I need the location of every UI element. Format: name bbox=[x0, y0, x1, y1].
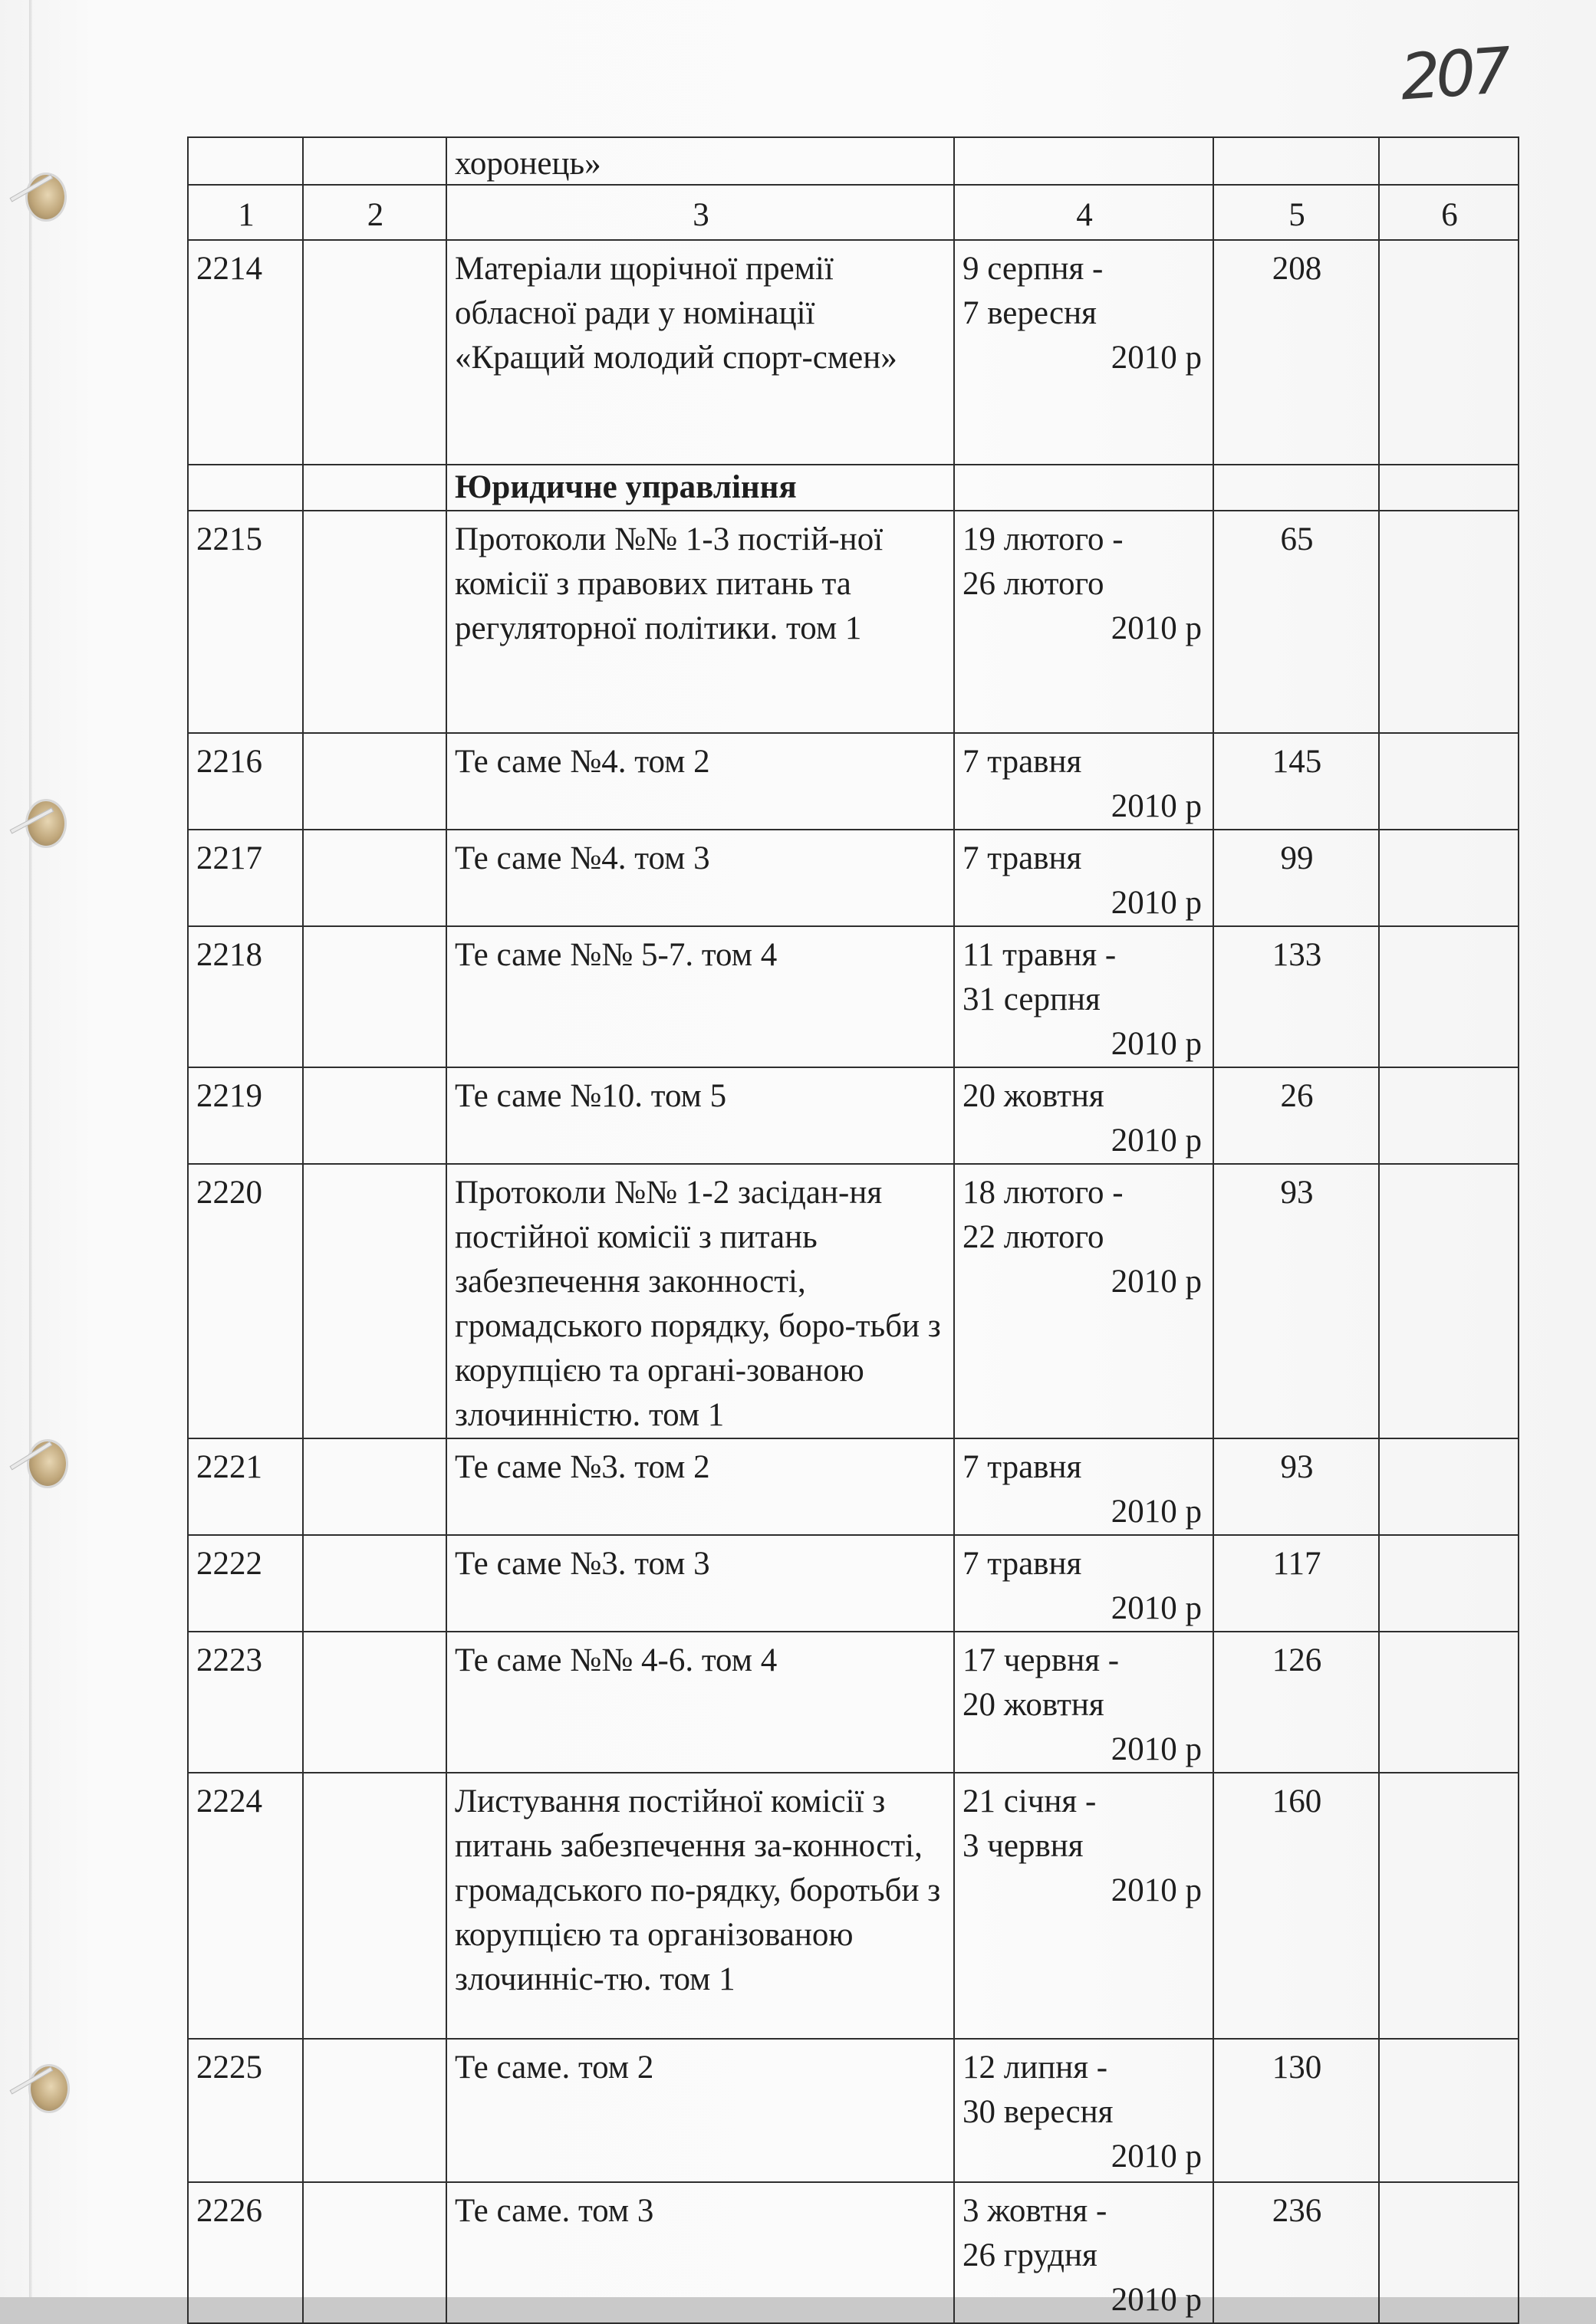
empty-cell bbox=[303, 1438, 446, 1535]
empty-cell bbox=[303, 511, 446, 733]
empty-cell bbox=[1213, 465, 1379, 511]
section-heading-row bbox=[188, 465, 1519, 511]
record-number: 2219 bbox=[188, 1067, 303, 1164]
empty-cell bbox=[303, 926, 446, 1067]
notes-cell bbox=[1379, 926, 1519, 1067]
record-title: Те саме №№ 5-7. том 4 bbox=[446, 926, 954, 1067]
sheet-count: 99 bbox=[1213, 830, 1379, 926]
date-year: 2010 р bbox=[1111, 788, 1202, 824]
record-dates bbox=[954, 240, 1213, 465]
date-start: 9 серпня - bbox=[963, 251, 1104, 287]
date-start: 7 травня bbox=[963, 744, 1082, 780]
section-heading: Юридичне управління bbox=[446, 465, 954, 511]
date-start: 7 травня bbox=[963, 1546, 1082, 1582]
date-start: 3 жовтня - bbox=[963, 2193, 1107, 2229]
record-number: 2214 bbox=[188, 240, 303, 465]
table-row bbox=[188, 1164, 1519, 1438]
record-number: 2215 bbox=[188, 511, 303, 733]
sheet-count: 133 bbox=[1213, 926, 1379, 1067]
sheet-count: 126 bbox=[1213, 1632, 1379, 1773]
notes-cell bbox=[1379, 2182, 1519, 2323]
column-number: 2 bbox=[303, 185, 446, 240]
empty-cell bbox=[188, 465, 303, 511]
sheet-count: 65 bbox=[1213, 511, 1379, 733]
record-title: Протоколи №№ 1-3 постій-ної комісії з правових питань та регуляторної політики. том 1 bbox=[446, 511, 954, 733]
table-row bbox=[188, 733, 1519, 830]
table-row bbox=[188, 1438, 1519, 1535]
notes-cell bbox=[1379, 1773, 1519, 2039]
empty-cell bbox=[303, 1632, 446, 1773]
empty-cell bbox=[303, 1773, 446, 2039]
continuation-text: хоронець» bbox=[446, 137, 954, 185]
table-row bbox=[188, 1773, 1519, 2039]
notes-cell bbox=[1379, 1438, 1519, 1535]
sheet-count: 236 bbox=[1213, 2182, 1379, 2323]
record-title: Те саме. том 3 bbox=[446, 2182, 954, 2323]
sheet-count: 208 bbox=[1213, 240, 1379, 465]
table-row bbox=[188, 1067, 1519, 1164]
column-number: 5 bbox=[1213, 185, 1379, 240]
table-row bbox=[188, 1535, 1519, 1632]
record-number: 2226 bbox=[188, 2182, 303, 2323]
column-number: 4 bbox=[954, 185, 1213, 240]
table-row bbox=[188, 511, 1519, 733]
binding-hole bbox=[28, 801, 64, 846]
empty-cell bbox=[1379, 465, 1519, 511]
empty-cell bbox=[303, 1164, 446, 1438]
date-start: 21 січня - bbox=[963, 1783, 1097, 1819]
record-title: Те саме №3. том 3 bbox=[446, 1535, 954, 1632]
record-title: Те саме №4. том 3 bbox=[446, 830, 954, 926]
date-year: 2010 р bbox=[1111, 885, 1202, 921]
binding-edge bbox=[29, 0, 32, 2297]
date-end: 22 лютого bbox=[963, 1219, 1104, 1255]
date-year: 2010 р bbox=[1111, 1026, 1202, 1062]
empty-cell bbox=[303, 1067, 446, 1164]
record-dates bbox=[954, 1632, 1213, 1773]
date-end: 26 лютого bbox=[963, 566, 1104, 602]
record-dates bbox=[954, 733, 1213, 830]
record-dates bbox=[954, 1164, 1213, 1438]
record-title: Те саме №4. том 2 bbox=[446, 733, 954, 830]
date-year: 2010 р bbox=[1111, 2138, 1202, 2174]
empty-cell bbox=[303, 465, 446, 511]
record-dates bbox=[954, 1773, 1213, 2039]
record-title: Матеріали щорічної премії обласної ради у номінації «Кращий молодий спорт-смен» bbox=[446, 240, 954, 465]
date-start: 12 липня - bbox=[963, 2050, 1108, 2086]
date-year: 2010 р bbox=[1111, 340, 1202, 376]
date-year: 2010 р bbox=[1111, 1731, 1202, 1767]
empty-cell bbox=[303, 2039, 446, 2182]
notes-cell bbox=[1379, 1632, 1519, 1773]
record-number: 2225 bbox=[188, 2039, 303, 2182]
binding-hole bbox=[29, 1441, 66, 1486]
date-end: 7 вересня bbox=[963, 295, 1097, 331]
record-dates bbox=[954, 926, 1213, 1067]
record-number: 2217 bbox=[188, 830, 303, 926]
date-end: 3 червня bbox=[963, 1828, 1084, 1864]
sheet-count: 117 bbox=[1213, 1535, 1379, 1632]
record-number: 2220 bbox=[188, 1164, 303, 1438]
record-dates bbox=[954, 1067, 1213, 1164]
date-year: 2010 р bbox=[1111, 2282, 1202, 2318]
empty-cell bbox=[954, 465, 1213, 511]
record-dates bbox=[954, 1438, 1213, 1535]
record-number: 2223 bbox=[188, 1632, 303, 1773]
record-title: Те саме №3. том 2 bbox=[446, 1438, 954, 1535]
date-start: 7 травня bbox=[963, 840, 1082, 876]
record-dates bbox=[954, 2039, 1213, 2182]
record-dates bbox=[954, 2182, 1213, 2323]
empty-cell bbox=[303, 733, 446, 830]
date-end: 31 серпня bbox=[963, 981, 1101, 1017]
date-start: 11 травня - bbox=[963, 937, 1117, 973]
empty-cell bbox=[303, 1535, 446, 1632]
notes-cell bbox=[1379, 733, 1519, 830]
date-start: 19 лютого - bbox=[963, 521, 1124, 557]
continuation-row bbox=[188, 137, 1519, 185]
notes-cell bbox=[1379, 830, 1519, 926]
empty-cell bbox=[303, 240, 446, 465]
notes-cell bbox=[1379, 1164, 1519, 1438]
notes-cell bbox=[1379, 2039, 1519, 2182]
date-year: 2010 р bbox=[1111, 1123, 1202, 1159]
record-dates bbox=[954, 1535, 1213, 1632]
column-number: 1 bbox=[188, 185, 303, 240]
date-end: 26 грудня bbox=[963, 2237, 1097, 2273]
record-title: Листування постійної комісії з питань забезпечення за-конності, громадського по-рядку, боротьби з корупцією та організованою злочинніс-тю. том 1 bbox=[446, 1773, 954, 2039]
date-year: 2010 р bbox=[1111, 610, 1202, 646]
record-title: Те саме №№ 4-6. том 4 bbox=[446, 1632, 954, 1773]
binding-hole bbox=[31, 2066, 67, 2111]
table-row bbox=[188, 240, 1519, 465]
date-start: 20 жовтня bbox=[963, 1078, 1104, 1114]
date-year: 2010 р bbox=[1111, 1494, 1202, 1530]
sheet-count: 93 bbox=[1213, 1438, 1379, 1535]
table-row bbox=[188, 2182, 1519, 2323]
date-year: 2010 р bbox=[1111, 1872, 1202, 1908]
record-title: Те саме. том 2 bbox=[446, 2039, 954, 2182]
record-number: 2224 bbox=[188, 1773, 303, 2039]
date-start: 17 червня - bbox=[963, 1642, 1120, 1678]
table-row bbox=[188, 2039, 1519, 2182]
sheet-count: 145 bbox=[1213, 733, 1379, 830]
column-number-row bbox=[188, 185, 1519, 240]
date-end: 30 вересня bbox=[963, 2094, 1114, 2130]
date-year: 2010 р bbox=[1111, 1264, 1202, 1300]
notes-cell bbox=[1379, 1067, 1519, 1164]
folio-number: 207 bbox=[1397, 35, 1509, 115]
record-number: 2216 bbox=[188, 733, 303, 830]
date-start: 18 лютого - bbox=[963, 1175, 1124, 1211]
sheet-count: 26 bbox=[1213, 1067, 1379, 1164]
sheet-count: 93 bbox=[1213, 1164, 1379, 1438]
column-number: 6 bbox=[1379, 185, 1519, 240]
record-title: Те саме №10. том 5 bbox=[446, 1067, 954, 1164]
inventory-table bbox=[187, 136, 1519, 2324]
sheet-count: 160 bbox=[1213, 1773, 1379, 2039]
date-end: 20 жовтня bbox=[963, 1687, 1104, 1723]
column-number: 3 bbox=[446, 185, 954, 240]
table-row bbox=[188, 926, 1519, 1067]
notes-cell bbox=[1379, 240, 1519, 465]
date-start: 7 травня bbox=[963, 1449, 1082, 1485]
record-dates bbox=[954, 830, 1213, 926]
notes-cell bbox=[1379, 1535, 1519, 1632]
record-number: 2221 bbox=[188, 1438, 303, 1535]
record-dates bbox=[954, 511, 1213, 733]
empty-cell bbox=[303, 2182, 446, 2323]
sheet-count: 130 bbox=[1213, 2039, 1379, 2182]
record-title: Протоколи №№ 1-2 засідан-ня постійної комісії з питань забезпечення законності, громадського порядку, боро-тьби з корупцією та органі-зованою злочинністю. том 1 bbox=[446, 1164, 954, 1438]
date-year: 2010 р bbox=[1111, 1590, 1202, 1626]
empty-cell bbox=[303, 830, 446, 926]
notes-cell bbox=[1379, 511, 1519, 733]
record-number: 2222 bbox=[188, 1535, 303, 1632]
record-number: 2218 bbox=[188, 926, 303, 1067]
table-row bbox=[188, 830, 1519, 926]
table-row bbox=[188, 1632, 1519, 1773]
